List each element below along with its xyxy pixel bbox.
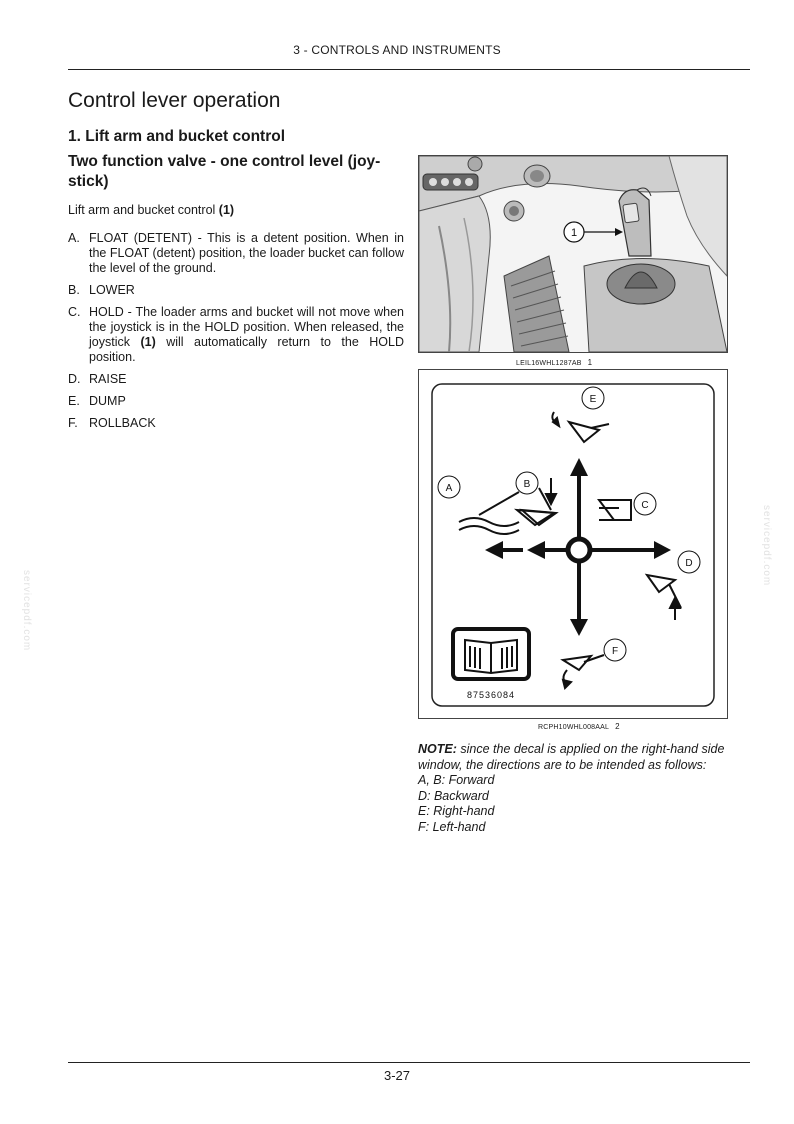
note-line: D: Backward	[418, 788, 489, 803]
footer-rule	[68, 1062, 750, 1063]
joystick-illustration	[419, 156, 727, 352]
section-title: 1. Lift arm and bucket control	[68, 128, 286, 145]
label-e: E	[589, 394, 597, 405]
decal-illustration	[419, 370, 727, 718]
figure-joystick-photo	[418, 155, 728, 353]
label-d: D	[685, 558, 693, 569]
label-f: F	[611, 646, 619, 657]
manual-code: 87536084	[466, 690, 516, 700]
list-text: ROLLBACK	[89, 416, 156, 430]
list-letter: C.	[68, 305, 81, 319]
running-header: 3 - CONTROLS AND INSTRUMENTS	[293, 43, 501, 57]
list-item	[68, 231, 404, 276]
list-letter: F.	[68, 416, 78, 430]
list-letter: D.	[68, 372, 81, 386]
list-text-before: HOLD - The loader arms and bucket will not move when the joystick is in the HOLD position. When released, the joystick	[89, 305, 404, 349]
list-text: LOWER	[89, 283, 135, 297]
list-item	[68, 372, 404, 387]
note-block	[418, 742, 754, 835]
list-item	[68, 305, 404, 365]
figure1-number: 1	[587, 358, 593, 367]
control-positions-list	[68, 231, 404, 438]
note-line: E: Right-hand	[418, 804, 495, 818]
list-text: DUMP	[89, 394, 126, 408]
intro-label: Lift arm and bucket control	[68, 203, 219, 217]
note-text: since the decal is applied on the right-hand side window, the directions are to be intended as follows:	[418, 742, 725, 772]
list-item	[68, 394, 404, 409]
figure1-caption	[516, 358, 592, 367]
list-letter: B.	[68, 283, 80, 297]
label-b: B	[523, 479, 531, 490]
figure2-caption	[538, 722, 620, 731]
page-number: 3-27	[383, 1068, 411, 1083]
label-c: C	[641, 500, 649, 511]
note-line: F: Left-hand	[418, 819, 486, 834]
list-item	[68, 416, 404, 431]
list-letter: A.	[68, 231, 80, 245]
watermark-left: servicepdf.com	[21, 570, 32, 652]
list-text-ref: (1)	[140, 335, 156, 349]
list-text-after: will automatically return to the HOLD position.	[89, 335, 404, 364]
figure1-code: LEIL16WHL1287AB	[516, 360, 582, 367]
callout-1-label: 1	[570, 227, 578, 239]
sub-title: Two function valve - one control level (joy-stick)	[68, 153, 381, 190]
page-title: Control lever operation	[68, 89, 281, 112]
figure2-number: 2	[615, 722, 620, 731]
list-text: RAISE	[89, 372, 127, 386]
figure2-code: RCPH10WHL008AAL	[538, 724, 610, 731]
intro-text	[68, 203, 404, 218]
list-item	[68, 283, 404, 298]
list-letter: E.	[68, 394, 80, 408]
figure-direction-decal	[418, 369, 728, 719]
note-label: NOTE:	[418, 742, 457, 756]
label-a: A	[445, 483, 453, 494]
watermark-right: servicepdf.com	[761, 505, 772, 587]
note-line: A, B: Forward	[418, 773, 495, 787]
list-text	[89, 305, 404, 365]
intro-ref: (1)	[218, 203, 235, 217]
header-rule	[68, 69, 750, 70]
list-text: FLOAT (DETENT) - This is a detent position. When in the FLOAT (detent) position, the loader bucket can follow the level of the ground.	[89, 231, 404, 275]
